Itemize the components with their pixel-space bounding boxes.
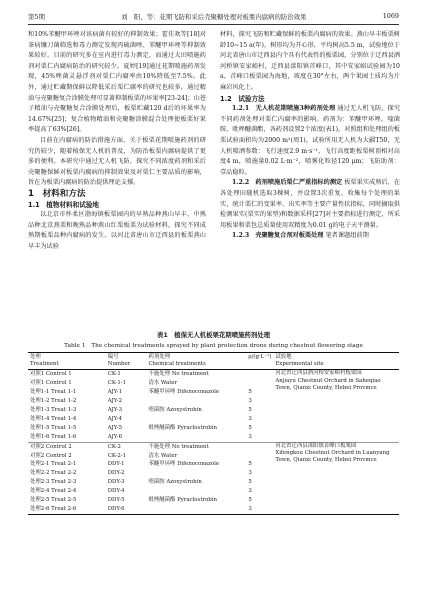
cell-chemical: 苯醚甲环唑 Difenoconazole [148, 461, 220, 468]
header-concentration: ρ/(g·L⁻¹) [248, 354, 272, 360]
section-heading-1-2-3: 1.2.3 壳聚糖复合剂对板栗处理 [232, 232, 324, 240]
cell-conc: 3 [248, 415, 252, 422]
cell-code: AJY-5 [107, 424, 123, 431]
cell-chemical: 喹菌胺 Azoxystrobin [148, 407, 202, 414]
cell-conc: 5 [248, 461, 252, 468]
cell-code: CK-2-1 [107, 452, 126, 459]
cell-chemical: 清水 Water [148, 452, 178, 459]
cell-conc [246, 452, 273, 461]
page-number: 1069 [382, 12, 399, 20]
cell-chemical [146, 469, 246, 478]
header-rule [28, 24, 399, 25]
experimental-site-2: 河北省迁西县滦阳镇首峰口板栗园 Xifengkou Chestnut Orchard in Luanyang Town, Qianxi County, Hebei Province [273, 442, 399, 514]
cell-conc [246, 379, 273, 388]
cell-treatment: 处理1-2 Treat 1-2 [30, 398, 77, 405]
left-column [28, 30, 206, 252]
cell-conc [246, 442, 273, 451]
cell-conc: 3 [248, 506, 252, 512]
cell-chemical: 吡唑醚菌酯 Pyraclostrobin [148, 424, 217, 431]
cell-treatment: 处理2-3 Treat 2-3 [30, 479, 77, 486]
cell-conc: 5 [248, 479, 252, 486]
section-heading-1-1: 1.1 植物材料和试验地 [28, 200, 100, 209]
cell-treatment: 处理2-5 Treat 2-5 [30, 497, 77, 504]
cell-chemical [146, 505, 246, 514]
cell-code: AJY-4 [107, 415, 123, 422]
table-row [28, 370, 399, 379]
table-caption-en: Table 1 The chemical treatments sprayed by plant protection drone during chestnut flowering stage [64, 343, 363, 349]
cell-code: DDY-1 [107, 461, 125, 468]
cell-treatment: 处理2-4 Treat 2-4 [30, 488, 77, 495]
section-1-2-1-paragraph [220, 104, 400, 178]
header-site: 试验地 Experimental site [275, 354, 324, 368]
cell-treatment: 处理1-5 Treat 1-5 [30, 424, 77, 431]
cell-chemical [146, 433, 246, 442]
cell-code: DDY-4 [107, 488, 125, 495]
cell-code: CK-1-1 [107, 380, 126, 387]
cell-code: AJY-6 [107, 433, 123, 440]
cell-treatment: 处理1-6 Treat 1-6 [30, 433, 77, 440]
cell-code: DDY-3 [107, 479, 125, 486]
cell-code: AJY-2 [107, 398, 123, 405]
cell-chemical: 不施处理 No treatment [146, 442, 246, 451]
cell-code: DDY-2 [107, 470, 125, 477]
running-header [28, 10, 399, 22]
section-1-1-text: 以北京市怀柔区渤海镇板栗园内的早熟品种燕山早丰、中熟品种北京燕栗和晚熟品种燕山红栗板栗为试验材料，探究不同成熟期板栗品种内腐病的发生。以河北省唐山市迁西县的板栗燕山早丰为试验 [28, 211, 206, 250]
cell-conc: 5 [248, 424, 252, 431]
section-heading-1-2-1: 1.2.1 无人机花期喷施3种药剂处理 [232, 105, 336, 113]
cell-conc: 3 [248, 398, 252, 405]
section-heading-1: 1 材料和方法 [28, 188, 86, 199]
cell-chemical: 不施处理 No treatment [148, 371, 209, 378]
cell-conc: 3 [248, 470, 252, 477]
table-header-row [28, 353, 399, 370]
cell-conc: 3 [248, 433, 252, 440]
cell-treatment: 处理2-6 Treat 2-6 [30, 506, 77, 512]
cell-treatment: 对照1 Control 1 [30, 371, 72, 378]
section-1-2-1-text: 通过无人机飞防，探究不同药剂处理对栗仁内腐率的影响。药剂为：苯醚甲环唑、喹菌胺、吡唑醚菌酯，各药剂设置2个浓度(表1)，对照组和处理组的板栗试验面积均为2000 m²(周1)。试验所用无人机为大疆T50，无人机喷洒参数：飞行速度2.9 m·s⁻¹，飞行高度距板栗树顶相对高度4 m，喷施量0.02 L·m⁻²，喷雾化粒径120 μm；飞防助剂：壹品稳粒。 [220, 105, 401, 176]
table-row [28, 442, 399, 451]
cell-chemical [146, 487, 246, 496]
cell-code: DDY-6 [107, 506, 125, 512]
header-treatment: 处理 Treatment [30, 354, 59, 368]
section-1-2-3-paragraph [220, 231, 400, 242]
cell-conc: 5 [248, 407, 252, 414]
cell-chemical [146, 397, 246, 406]
cell-conc: 3 [248, 488, 252, 495]
experimental-site-1: 河北省迁西县洒河桥安家峪村板栗园 Anjiayu Chestnut Orchard in Saheqiao Town, Qianxi County, Hebei Province [275, 370, 381, 391]
section-1-2-2-paragraph [220, 178, 400, 231]
cell-conc [246, 370, 273, 379]
section-1-2-3-text: 笔者课题组前期 [325, 232, 369, 240]
cell-treatment: 处理2-1 Treat 2-1 [30, 461, 77, 468]
cell-treatment: 处理1-3 Treat 1-3 [30, 407, 77, 414]
cell-chemical: 吡唑醚菌酯 Pyraclostrobin [148, 497, 217, 504]
cell-code: CK-2 [106, 442, 147, 451]
cell-treatment: 处理1-4 Treat 1-4 [30, 415, 77, 422]
section-heading-1-2-2: 1.2.2 药剂喷施后栗仁严重指标的测定 [232, 179, 343, 187]
header-number: 编号 Number [107, 354, 131, 368]
cell-treatment: 对照2 Control 2 [30, 452, 72, 459]
cell-chemical: 喹菌胺 Azoxystrobin [148, 479, 202, 486]
section-1-2-2-text: 板栗果实成熟后，在各处理田随机选取3棵树，并设置3次重复，收集每个处理的果实，统计栗仁的变果率、出实率等主要产量性状指标，同时摘取供检测果实(栗实的果型)和数据采样[27]对主要指标进行测定，所采用板果和栗包总质量使用双精度为0.01 g的电子天平测量。 [220, 179, 401, 229]
cell-treatment: 处理2-2 Treat 2-2 [30, 470, 77, 477]
cell-code: CK-1 [107, 371, 121, 378]
intro-paragraph-2: 目前在内腐病的防治措施方面，关于板栗花期喷施药剂的研究仍较少，随着植保无人机的普及，为防治板栗内腐病提供了更多的便利。本研究中通过无人机飞防，探究不同浓度药剂和采后壳聚糖保鲜对板栗内腐病的抑制效果及对栗仁主要品质的影响，旨在为板栗内腐病的防治提供理论支撑。 [28, 136, 206, 187]
table-1 [28, 330, 399, 515]
cell-chemical: 清水 Water [148, 380, 178, 387]
cell-code: AJY-1 [107, 389, 123, 396]
right-column [220, 30, 400, 242]
header-chemical: 药剂处理 Chemical treatments [148, 354, 206, 368]
cell-conc: 5 [248, 389, 252, 396]
issue-number: 第5期 [28, 12, 45, 21]
intro-paragraph-1: 和10%苯醚甲环唑对该病菌有较好的抑制效果；霍佳欢等[18]对茶病镰刀菌筛选和毒力测定发现丙硫菌唑、苯醚甲环唑等抑制效果较好。目前的研究多在室内进行毒力测定，而通过大田喷施药剂对栗仁内腐病防治的研究较少。夏婷[19]通过花期喷施药剂发现，45%唑菌灵悬浮剂对栗仁内腐率由10%降低至7.5%。此外，通过贮藏期保鲜以降低采后栗仁腐率的研究也较多，通过精油与壳聚糖复合涂膜处理可显著抑制板栗的坏果率[23-24]；山苍子精油与壳聚糖复合涂膜处理后，板栗贮藏120 d后的坏果率为14.67%[25]；复合植物精油和壳聚糖涂膜混合处理使板栗好果率提高了63%[26]。 [28, 31, 206, 134]
section-heading-1-2: 1.2 试验方法 [220, 94, 265, 103]
cell-chemical [146, 415, 246, 424]
cell-chemical: 苯醚甲环唑 Difenoconazole [148, 389, 220, 396]
cell-conc: 5 [248, 497, 252, 504]
treatment-table [28, 352, 399, 515]
cell-treatment: 对照2 Control 2 [28, 442, 106, 451]
cell-treatment: 对照1 Control 1 [30, 380, 72, 387]
section-1-1-continued: 材料，探究飞防和贮藏保鲜的板栗内腐病的效果。燕山早丰板栗树龄10~15 a(年)，树形均为开心形，平均树高5.5 m，试验地位于河北省唐山市迁西县内个具有代表性的板栗园，分别位于迁西县洒河桥镇安家峪村，迁西县滦阳镇首峰口，其中安家峪试验园为10 a，首峰口板栗园为海地，坡度在30°左右，两个果园土质均为片麻岩风化土。 [220, 31, 400, 91]
table-caption-cn: 表1 植保无人机板栗花期喷施药剂处理 [156, 331, 271, 339]
cell-treatment: 处理1-1 Treat 1-1 [30, 389, 77, 396]
cell-code: DDY-5 [107, 497, 125, 504]
cell-code: AJY-3 [107, 407, 123, 414]
running-title: 刘 阳，等：花期飞防和采后壳聚糖处理对板栗内腐病的防治效果 [121, 12, 307, 21]
